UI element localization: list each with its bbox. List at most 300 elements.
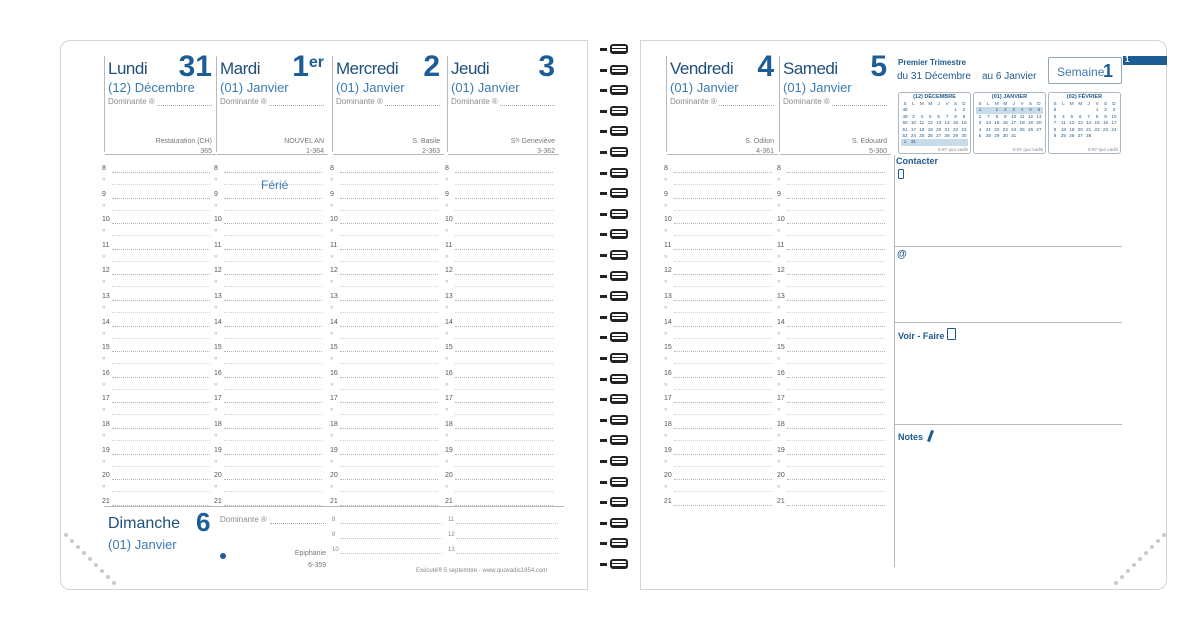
hour-line (112, 198, 210, 199)
half-hour-mark: » (102, 407, 106, 414)
half-hour-line (112, 440, 210, 441)
hour-slot[interactable] (779, 392, 891, 418)
half-hour-line (112, 338, 210, 339)
hour-slot[interactable] (216, 444, 328, 470)
hour-slot[interactable] (332, 264, 444, 290)
hour-label: 13 (448, 547, 455, 553)
half-hour-mark: » (445, 432, 449, 439)
hour-line (340, 223, 438, 224)
hour-slot[interactable] (779, 469, 891, 495)
sunday-hour-slot[interactable] (332, 530, 442, 545)
ring-hole (600, 254, 607, 257)
hour-slot[interactable] (104, 392, 216, 418)
hour-label: 17 (102, 395, 110, 403)
mini-calendar-title: (12) DÉCEMBRE (913, 94, 956, 100)
hour-line (674, 274, 772, 275)
mini-calendar-cell: 24 (1011, 126, 1017, 132)
hour-label: 21 (214, 497, 222, 505)
hour-line (224, 428, 322, 429)
ring-hole (600, 419, 607, 422)
mini-calendar-cell: 4 (920, 113, 924, 119)
mini-calendar-cell: 13 (1036, 113, 1042, 119)
hour-label: 20 (777, 472, 785, 480)
mini-calendar-cell: 13 (1077, 120, 1083, 126)
half-hour-line (787, 184, 885, 185)
hour-slot[interactable] (447, 188, 559, 214)
hour-line (787, 351, 885, 352)
ring-coil (610, 147, 628, 157)
mini-calendar-cell: 10 (1011, 113, 1017, 119)
mini-calendar-cell: 17 (1111, 120, 1117, 126)
punch-hole (1114, 581, 1118, 585)
hour-slot[interactable] (779, 264, 891, 290)
spiral-ring (596, 126, 632, 136)
ring-hole (600, 357, 607, 360)
hour-grid (779, 162, 891, 520)
sunday-hour-slot[interactable] (448, 545, 558, 560)
half-hour-line (455, 184, 553, 185)
hour-slot[interactable] (664, 290, 781, 316)
ring-coil (610, 394, 628, 404)
spiral-ring (596, 271, 632, 281)
hour-grid (447, 162, 559, 520)
ring-coil (610, 168, 628, 178)
hour-label: 14 (214, 318, 222, 326)
mini-calendar-cell (1027, 133, 1035, 139)
hour-slot[interactable] (104, 469, 216, 495)
hour-label: 9 (332, 532, 336, 538)
half-hour-line (674, 440, 772, 441)
mini-calendar-cell: 25 (1019, 126, 1025, 132)
dominante-line[interactable] (269, 105, 324, 106)
ring-hole (600, 439, 607, 442)
phone-icon (898, 169, 904, 179)
ring-hole (600, 481, 607, 484)
spiral-ring (596, 168, 632, 178)
half-hour-line (455, 440, 553, 441)
mini-calendar-cell: L (912, 101, 915, 106)
mini-calendar-cell: 14 (1086, 120, 1092, 126)
ring-coil (610, 65, 628, 75)
hour-slot[interactable] (104, 162, 216, 188)
hour-slot[interactable] (666, 495, 778, 521)
hour-line (456, 523, 558, 524)
hour-slot[interactable] (104, 290, 216, 316)
hour-line (224, 274, 322, 275)
half-hour-line (224, 389, 322, 390)
mini-calendar (973, 92, 1046, 154)
day-header (666, 50, 778, 155)
mini-calendar-title: (01) JANVIER (991, 94, 1028, 100)
hour-slot[interactable] (332, 162, 444, 188)
half-hour-line (224, 286, 322, 287)
spiral-ring (596, 559, 632, 569)
hour-slot[interactable] (104, 188, 216, 214)
hour-label: 10 (445, 216, 453, 224)
hour-slot[interactable] (216, 418, 328, 444)
mini-calendar-cell: J (1012, 101, 1015, 106)
hour-line (674, 300, 772, 301)
half-hour-line (787, 261, 885, 262)
spiral-ring (596, 312, 632, 322)
mini-calendar-cell: 19 (1027, 120, 1034, 126)
hour-slot[interactable] (332, 469, 444, 495)
hour-label: 9 (330, 190, 334, 198)
mini-calendar-cell: 21 (944, 126, 950, 132)
hour-slot[interactable] (447, 367, 559, 393)
mini-calendar-cell: 6 (1053, 113, 1057, 119)
mini-calendar-cell: 30 (961, 133, 967, 139)
hour-slot[interactable] (332, 341, 444, 367)
sunday-hour-slot[interactable] (332, 515, 442, 530)
half-hour-line (340, 363, 438, 364)
saint-name: S. Edouard (851, 138, 887, 145)
ring-hole (600, 110, 607, 113)
dominante-line[interactable] (385, 105, 440, 106)
half-hour-mark: » (777, 253, 781, 260)
hour-slot[interactable] (779, 290, 891, 316)
mini-calendar-cell: 8 (995, 113, 999, 119)
half-hour-line (787, 440, 885, 441)
hour-slot[interactable] (104, 418, 216, 444)
hour-slot[interactable] (216, 316, 328, 342)
mini-calendar-cell (960, 139, 968, 145)
day-number-value: 5 (870, 50, 887, 83)
ring-hole (600, 48, 607, 51)
month-tab-label: 1 (1125, 55, 1130, 64)
hour-slot[interactable] (447, 341, 559, 367)
hour-slot[interactable] (664, 213, 781, 239)
hour-slot[interactable] (447, 264, 559, 290)
hour-slot[interactable] (216, 392, 328, 418)
hour-slot[interactable] (104, 316, 216, 342)
hour-line (340, 326, 438, 327)
hour-slot[interactable] (664, 162, 781, 188)
dominante-line[interactable] (500, 105, 555, 106)
hour-label: 18 (445, 420, 453, 428)
week-number-box (1048, 57, 1122, 84)
hour-slot[interactable] (447, 239, 559, 265)
hour-slot[interactable] (447, 469, 559, 495)
mini-calendar-cell: 4 (978, 126, 982, 132)
sunday-hour-slot[interactable] (332, 545, 442, 560)
half-hour-line (112, 389, 210, 390)
mini-calendar-cell: 25 (919, 133, 925, 139)
ring-coil (610, 229, 628, 239)
mini-calendar-cell: V (945, 101, 949, 106)
hour-grid (216, 162, 328, 520)
hour-slot[interactable] (664, 341, 781, 367)
half-hour-mark: » (214, 202, 218, 209)
half-hour-mark: » (330, 304, 334, 311)
half-hour-line (340, 414, 438, 415)
hour-label: 13 (777, 292, 785, 300)
hour-slot[interactable] (216, 239, 328, 265)
hour-slot[interactable] (332, 418, 444, 444)
hour-line (340, 523, 442, 524)
hour-slot[interactable] (332, 316, 444, 342)
hour-slot[interactable] (447, 213, 559, 239)
hour-slot[interactable] (216, 341, 328, 367)
half-hour-line (455, 261, 553, 262)
mini-calendar-cell: 20 (1036, 120, 1042, 126)
hour-slot[interactable] (104, 213, 216, 239)
hour-label: 11 (777, 241, 785, 249)
half-hour-line (112, 184, 210, 185)
hour-slot[interactable] (332, 290, 444, 316)
dominante-label: Dominante ® (451, 97, 498, 106)
day-count: 1-364 (306, 148, 324, 155)
mini-calendar-cell: 11 (1061, 120, 1066, 126)
hour-slot[interactable] (332, 188, 444, 214)
hour-label: 10 (214, 216, 222, 224)
week-label: Semaine (1057, 65, 1105, 79)
hour-slot[interactable] (664, 264, 781, 290)
hour-slot[interactable] (779, 213, 891, 239)
mini-calendar-cell (1018, 133, 1026, 139)
mini-calendar-cell: 29 (952, 133, 959, 139)
hour-line (455, 377, 553, 378)
mini-calendar-cell: 18 (1019, 120, 1025, 126)
hour-slot[interactable] (104, 444, 216, 470)
hour-line (224, 377, 322, 378)
hour-label: 8 (214, 165, 218, 172)
half-hour-mark: » (214, 407, 218, 414)
hour-label: 17 (330, 395, 338, 403)
hour-line (224, 351, 322, 352)
mini-calendar-cell (1102, 133, 1110, 139)
mini-calendar-cell: 31 (910, 139, 916, 145)
mini-calendar-cell: 3 (978, 120, 982, 126)
hour-line (674, 172, 772, 173)
hour-label: 17 (445, 395, 453, 403)
ring-hole (600, 522, 607, 525)
hour-label: 8 (664, 165, 668, 172)
half-hour-mark: » (664, 458, 668, 465)
punch-hole (100, 569, 104, 573)
mini-calendar-title: (02) FÉVRIER (1066, 94, 1103, 100)
mini-calendar-cell: 24 (910, 133, 916, 139)
ring-hole (600, 172, 607, 175)
sunday-dominante-line[interactable] (270, 523, 326, 524)
hour-slot[interactable] (216, 264, 328, 290)
half-hour-line (224, 466, 322, 467)
hour-label: 12 (664, 267, 672, 275)
half-hour-mark: » (664, 177, 668, 183)
hour-slot[interactable] (664, 316, 781, 342)
mini-calendar-cell: M (928, 101, 933, 106)
spiral-ring (596, 85, 632, 95)
half-hour-mark: » (214, 432, 218, 439)
hour-line (340, 300, 438, 301)
ring-coil (610, 435, 628, 445)
hour-slot[interactable] (332, 367, 444, 393)
mini-calendar-cell: S (1053, 101, 1057, 106)
hour-slot[interactable] (104, 367, 216, 393)
dominante-line[interactable] (157, 105, 212, 106)
half-hour-mark: » (445, 356, 449, 363)
hour-slot[interactable] (104, 239, 216, 265)
contacter-line (895, 246, 1122, 247)
half-hour-mark: » (777, 330, 781, 337)
mini-calendar-cell: 21 (985, 126, 991, 132)
hour-label: 10 (777, 216, 785, 224)
half-hour-mark: » (102, 228, 106, 235)
hour-slot[interactable] (779, 239, 891, 265)
half-hour-line (787, 338, 885, 339)
hour-slot[interactable] (447, 444, 559, 470)
hour-label: 14 (664, 318, 672, 326)
hour-slot[interactable] (216, 290, 328, 316)
hour-label: 19 (664, 446, 672, 454)
ring-coil (610, 559, 628, 569)
hour-slot[interactable] (664, 239, 781, 265)
hour-slot[interactable] (779, 495, 891, 521)
mini-calendar-cell: 9 (962, 113, 966, 119)
dominante-label: Dominante ® (670, 97, 717, 106)
hour-slot[interactable] (779, 162, 891, 188)
mini-calendar-cell: 23 (1102, 126, 1109, 132)
day-header-divider (105, 154, 216, 155)
half-hour-mark: » (214, 177, 218, 183)
hour-line (674, 223, 772, 224)
hour-slot[interactable] (779, 341, 891, 367)
hour-slot[interactable] (447, 392, 559, 418)
hour-line (340, 198, 438, 199)
day-number-value: 2 (423, 50, 440, 83)
hour-slot[interactable] (332, 239, 444, 265)
sunday-hour-slot[interactable] (448, 530, 558, 545)
hour-slot[interactable] (664, 367, 781, 393)
hour-slot[interactable] (779, 316, 891, 342)
day-name: Mardi (220, 59, 261, 78)
hour-line (112, 326, 210, 327)
mini-calendar-cell: 14 (985, 120, 991, 126)
hour-line (674, 377, 772, 378)
at-sign-icon: @ (897, 249, 907, 260)
spiral-ring (596, 456, 632, 466)
hour-line (224, 402, 322, 403)
hour-line (787, 223, 885, 224)
hour-line (787, 454, 885, 455)
half-hour-mark: » (214, 279, 218, 286)
mini-calendar-cell: 22 (1094, 126, 1100, 132)
hour-slot[interactable] (664, 392, 781, 418)
day-name: Jeudi (451, 59, 490, 78)
half-hour-line (455, 235, 553, 236)
hour-slot[interactable] (664, 418, 781, 444)
hour-slot[interactable] (664, 469, 781, 495)
ring-hole (600, 336, 607, 339)
half-hour-mark: » (102, 330, 106, 337)
mini-calendar-cell: 1 (903, 139, 907, 145)
hour-slot[interactable] (332, 444, 444, 470)
half-hour-line (112, 414, 210, 415)
hour-slot[interactable] (104, 341, 216, 367)
hour-slot[interactable] (332, 213, 444, 239)
hour-slot[interactable] (664, 444, 781, 470)
mini-calendar-cell: 10 (1111, 113, 1117, 119)
hour-slot[interactable] (779, 367, 891, 393)
hour-label: 18 (664, 420, 672, 428)
month-tab[interactable] (1123, 56, 1167, 65)
half-hour-line (455, 389, 553, 390)
saint-name: NOUVEL AN (284, 138, 324, 145)
ring-coil (610, 415, 628, 425)
ring-coil (610, 106, 628, 116)
hour-label: 16 (102, 369, 110, 377)
day-number-suffix: er (308, 54, 324, 71)
hour-label: 8 (777, 165, 781, 172)
hour-label: 16 (330, 369, 338, 377)
sunday-hour-slot[interactable] (448, 515, 558, 530)
hour-slot[interactable] (447, 316, 559, 342)
half-hour-mark: » (445, 381, 449, 388)
half-hour-line (455, 466, 553, 467)
hour-slot[interactable] (447, 290, 559, 316)
mini-calendar-cell: 22 (952, 126, 959, 132)
day-name: Samedi (783, 59, 838, 78)
hour-label: 19 (214, 446, 222, 454)
hour-slot[interactable] (447, 418, 559, 444)
hour-line (112, 351, 210, 352)
hour-label: 19 (445, 446, 453, 454)
half-hour-line (787, 210, 885, 211)
hour-slot[interactable] (216, 367, 328, 393)
mini-calendar-cell: 5 (928, 113, 932, 119)
mini-calendar-cell (1093, 133, 1101, 139)
hour-slot[interactable] (447, 162, 559, 188)
hour-label: 15 (664, 344, 672, 352)
dominante-label: Dominante ® (336, 97, 383, 106)
half-hour-mark: » (102, 458, 106, 465)
half-hour-line (787, 235, 885, 236)
half-hour-line (787, 363, 885, 364)
hour-slot[interactable] (664, 188, 781, 214)
hour-slot[interactable] (332, 392, 444, 418)
day-count: 3-362 (537, 148, 555, 155)
dominante-line[interactable] (719, 105, 774, 106)
half-hour-line (112, 491, 210, 492)
hour-label: 14 (102, 318, 110, 326)
voir-faire-line (895, 424, 1122, 425)
hour-slot[interactable] (779, 188, 891, 214)
day-header (447, 50, 559, 155)
dominante-line[interactable] (832, 105, 887, 106)
hour-slot[interactable] (216, 213, 328, 239)
half-hour-mark: » (777, 279, 781, 286)
saint-name: Sᵗᵉ Geneviève (510, 138, 555, 145)
hour-line (787, 402, 885, 403)
half-hour-mark: » (330, 202, 334, 209)
hour-label: 13 (330, 292, 338, 300)
mini-calendar-cell: 48 (902, 107, 908, 113)
hour-label: 8 (102, 165, 106, 172)
hour-line (787, 377, 885, 378)
hour-slot[interactable] (216, 469, 328, 495)
hour-line (787, 505, 885, 506)
hour-slot[interactable] (104, 264, 216, 290)
hour-line (674, 428, 772, 429)
mini-calendar-cell: V (1020, 101, 1024, 106)
hour-slot[interactable] (779, 444, 891, 470)
hour-line (224, 198, 322, 199)
day-month: (01) Janvier (451, 80, 520, 95)
hour-line (340, 274, 438, 275)
spiral-ring (596, 497, 632, 507)
ring-coil (610, 250, 628, 260)
hour-slot[interactable] (779, 418, 891, 444)
